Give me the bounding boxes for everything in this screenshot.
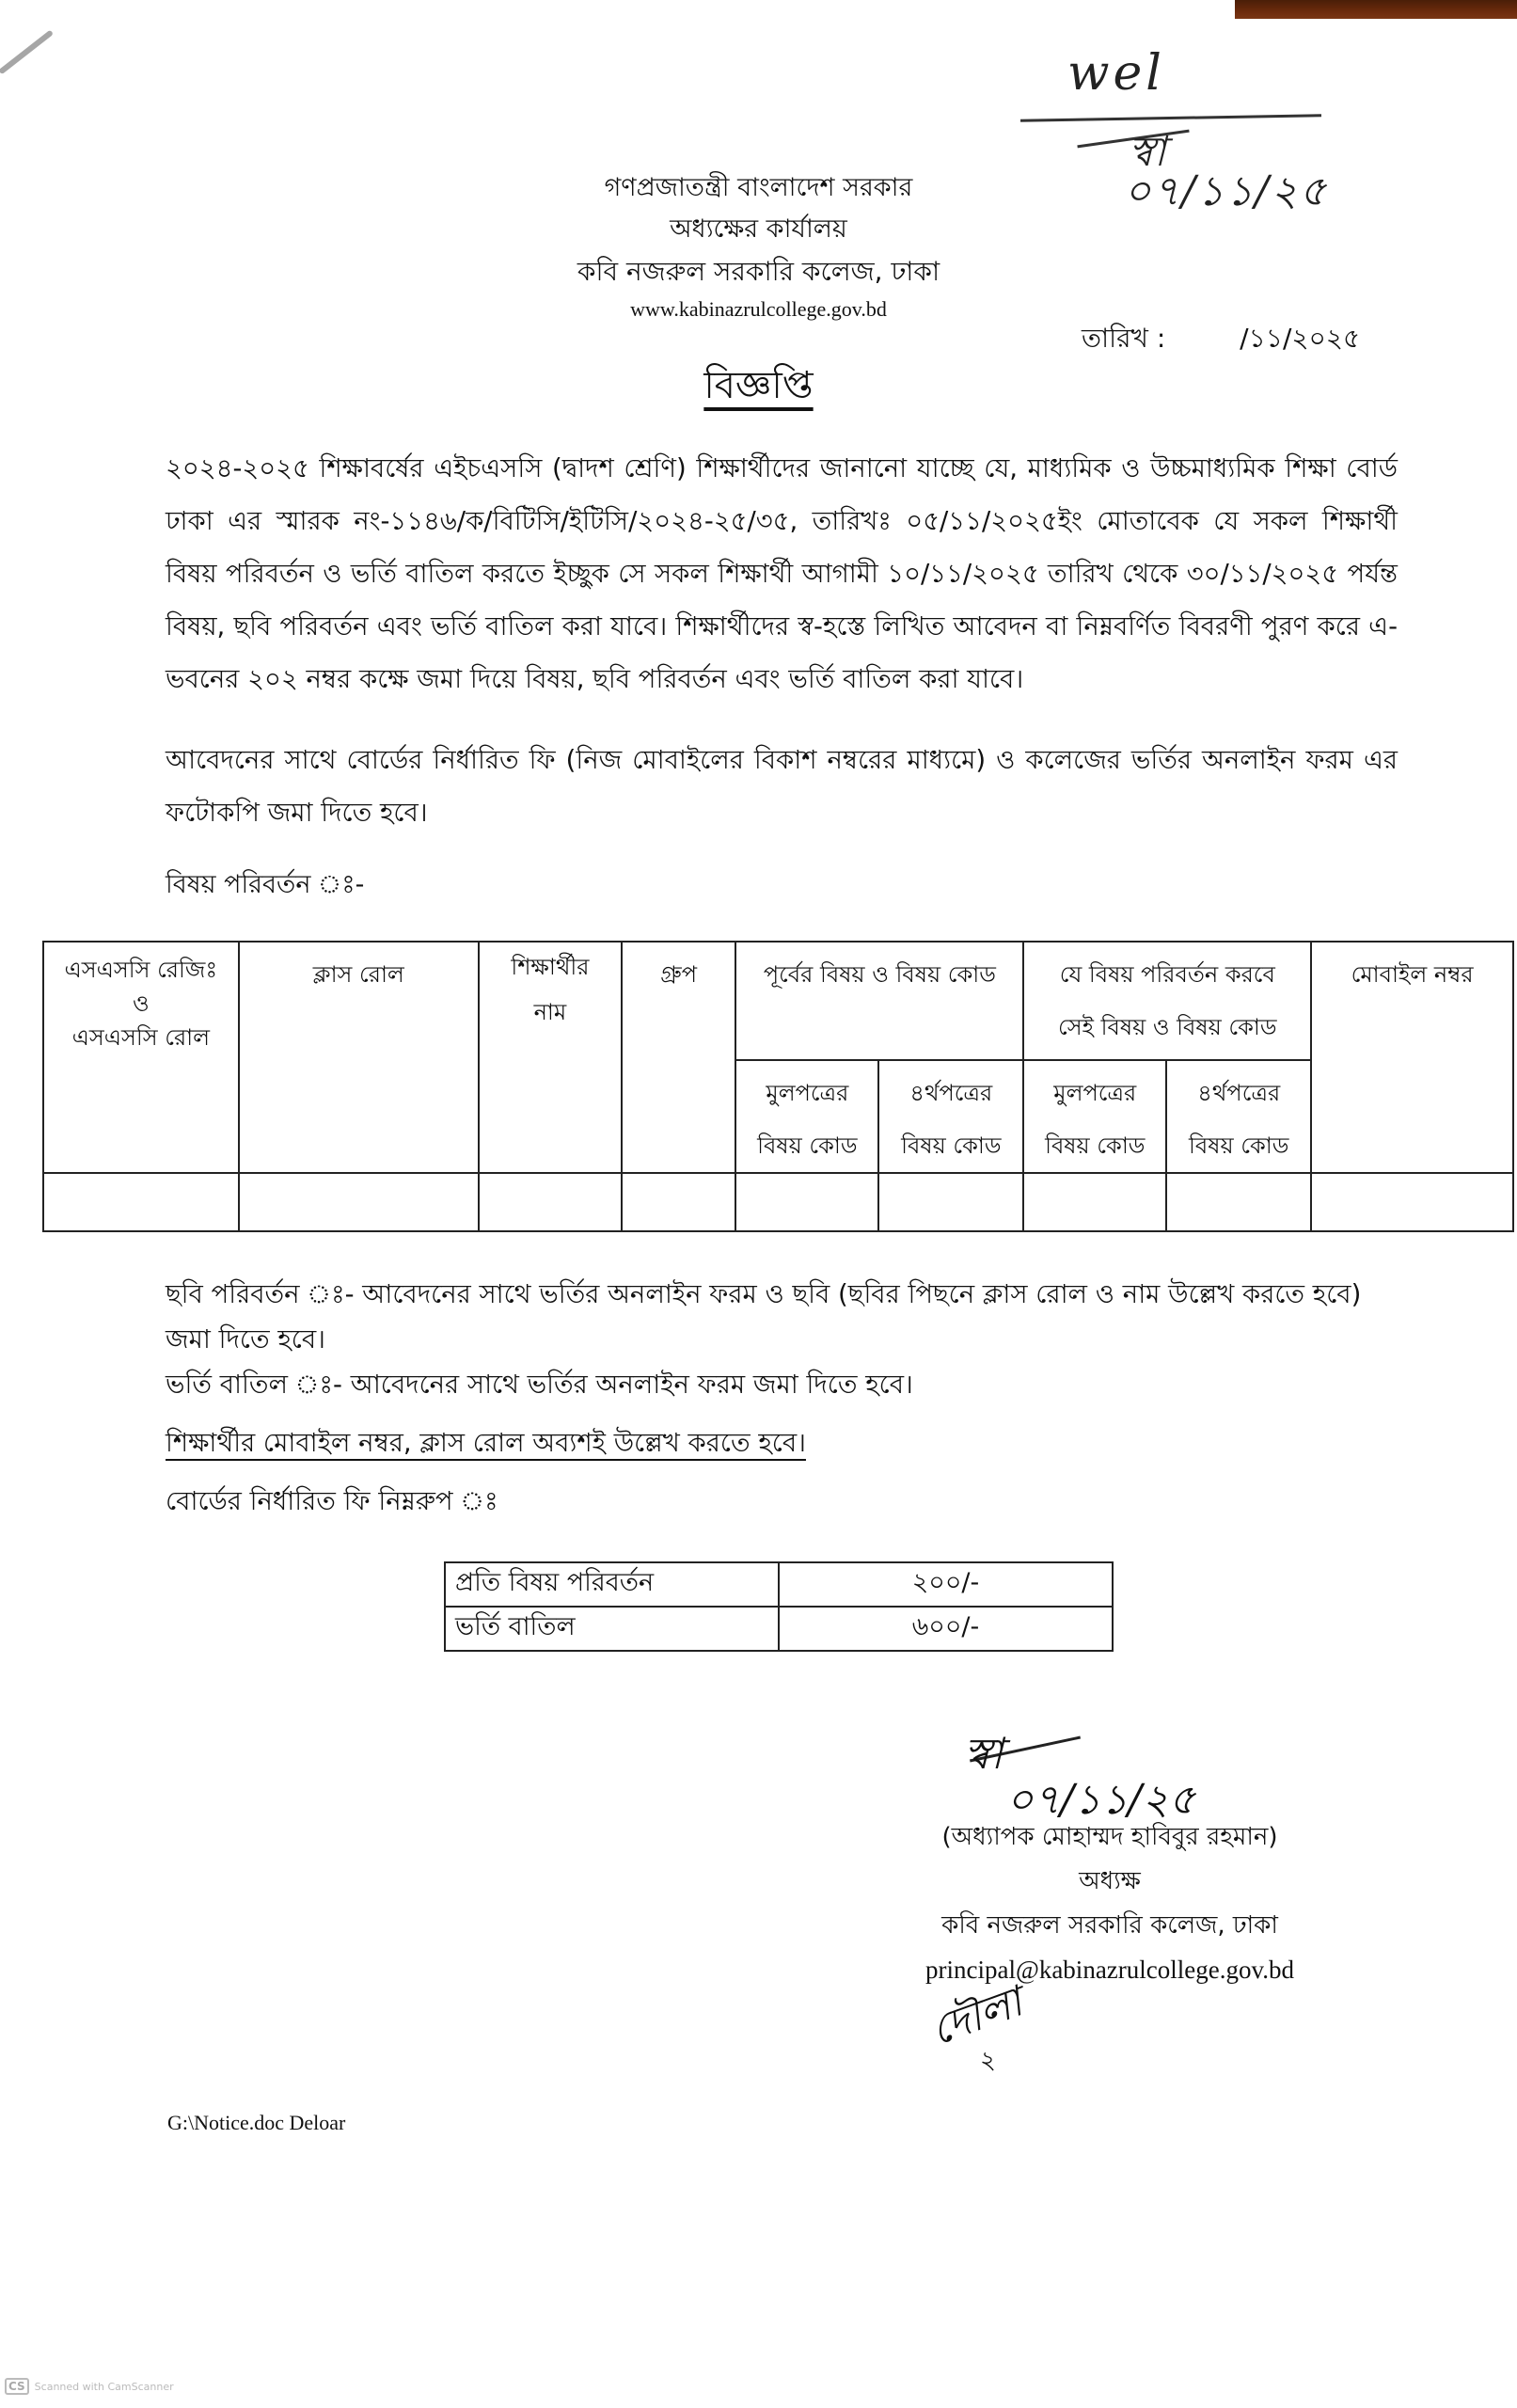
header-text: শিক্ষার্থীর <box>511 954 590 980</box>
header-text: এসএসসি রোল <box>71 1024 210 1051</box>
cell-mobile[interactable] <box>1311 1173 1513 1231</box>
cell-ssc-reg-roll[interactable] <box>43 1173 239 1231</box>
header-mobile: মোবাইল নম্বর <box>1311 942 1513 1173</box>
fee-item: প্রতি বিষয় পরিবর্তন <box>445 1562 779 1607</box>
scan-edge-background <box>1235 0 1517 19</box>
cell-prev-fourth-code[interactable] <box>878 1173 1023 1231</box>
header-text: নাম <box>533 999 567 1025</box>
date-value: /১১/২০২৫ <box>1240 323 1361 354</box>
office-name: অধ্যক্ষের কার্যালয় <box>670 214 847 244</box>
header-group: গ্রুপ <box>622 942 736 1173</box>
header-class-roll: ক্লাস রোল <box>239 942 479 1173</box>
subject-change-label: বিষয় পরিবর্তন ঃ- <box>166 870 365 899</box>
signature-block <box>884 1815 1335 1992</box>
body-paragraph-1: ২০২৪-২০২৫ শিক্ষাবর্ষের এইচএসসি (দ্বাদশ শ্রেণি) শিক্ষার্থীদের জানানো যাচ্ছে যে, মাধ্যমিক ও উচ্চমাধ্যমিক শিক্ষা বোর্ড ঢাকা এর স্মারক নং-১১৪৬/ক/বিটিসি/ইটিসি/২০২৪-২৫/৩৫, তারিখঃ ০৫/১১/২০২৫ইং মোতাবেক যে সকল শিক্ষার্থী বিষয় পরিবর্তন ও ভর্তি বাতিল করতে ইচ্ছুক সে সকল শিক্ষার্থী আগামী ১০/১১/২০২৫ তারিখ থেকে ৩০/১১/২০২৫ পর্যন্ত বিষয়, ছবি পরিবর্তন এবং ভর্তি বাতিল করা যাবে। শিক্ষার্থীদের স্ব-হস্তে লিখিত আবেদন বা নিম্নবর্ণিত বিবরণী পুরণ করে এ-ভবনের ২০২ নম্বর কক্ষে জমা দিয়ে বিষয়, ছবি পরিবর্তন এবং ভর্তি বাতিল করা যাবে। <box>166 453 1398 694</box>
admission-cancel-note: ভর্তি বাতিল ঃ- আবেদনের সাথে ভর্তির অনলাইন ফরম জমা দিতে হবে। <box>166 1370 913 1400</box>
cell-new-fourth-code[interactable] <box>1166 1173 1311 1231</box>
subheader-prev-main <box>735 1060 878 1173</box>
header-ssc-reg-roll <box>43 942 239 1173</box>
subheader-text: বিষয় কোড <box>757 1133 858 1159</box>
subheader-text: বিষয় কোড <box>901 1133 1002 1159</box>
handwritten-mark: ২ <box>980 2047 996 2075</box>
title-text: বিজ্ঞপ্তি <box>703 364 814 407</box>
header-text: ও <box>132 990 150 1017</box>
mandatory-note: শিক্ষার্থীর মোবাইল নম্বর, ক্লাস রোল অব্যশই উল্লেখ করতে হবে। <box>166 1428 806 1458</box>
notice-title <box>0 356 1517 419</box>
fee-row <box>445 1607 1113 1651</box>
subheader-text: ৪র্থপত্রের <box>1197 1080 1281 1106</box>
fee-row <box>445 1562 1113 1607</box>
subheader-new-fourth <box>1166 1060 1311 1173</box>
government-name: গণপ্রজাতন্ত্রী বাংলাদেশ সরকার <box>604 173 913 202</box>
subheader-text: বিষয় কোড <box>1189 1133 1289 1159</box>
header-student-name <box>479 942 622 1173</box>
signatory-email[interactable]: principal@kabinazrulcollege.gov.bd <box>925 1956 1294 1984</box>
scanner-watermark <box>5 2378 174 2395</box>
header-previous-subject: পূর্বের বিষয় ও বিষয় কোড <box>735 942 1023 1060</box>
fee-table <box>444 1561 1114 1652</box>
header-text: সেই বিষয় ও বিষয় কোড <box>1057 1014 1277 1040</box>
subject-change-table <box>42 941 1514 1232</box>
cell-class-roll[interactable] <box>239 1173 479 1231</box>
subheader-prev-fourth <box>878 1060 1023 1173</box>
cell-new-main-code[interactable] <box>1023 1173 1166 1231</box>
table-row <box>43 1173 1513 1231</box>
handwritten-initial-2: দৌলা <box>924 1977 1029 2055</box>
subheader-text: মুলপত্রের <box>1053 1080 1137 1106</box>
fee-amount: ৬০০/- <box>779 1607 1113 1651</box>
subheader-text: ৪র্থপত্রের <box>909 1080 993 1106</box>
signatory-designation: অধ্যক্ষ <box>1079 1867 1141 1895</box>
scanner-text: Scanned with CamScanner <box>34 2380 174 2393</box>
file-path: G:\Notice.doc Deloar <box>167 2111 346 2134</box>
pen-mark <box>0 30 54 75</box>
website-link[interactable]: www.kabinazrulcollege.gov.bd <box>630 297 887 321</box>
fee-item: ভর্তি বাতিল <box>445 1607 779 1651</box>
subheader-new-main <box>1023 1060 1166 1173</box>
signature-date: ০৭/১১/২৫ <box>1006 1776 1196 1824</box>
signatory-name: (অধ্যাপক মোহাম্মদ হাবিবুর রহমান) <box>941 1823 1278 1851</box>
header-text: যে বিষয় পরিবর্তন করবে <box>1059 961 1275 988</box>
photo-change-note: ছবি পরিবর্তন ঃ- আবেদনের সাথে ভর্তির অনলাইন ফরম ও ছবি (ছবির পিছনে ক্লাস রোল ও নাম উল্লেখ করতে হবে) জমা দিতে হবে। <box>166 1279 1362 1354</box>
handwritten-note: wel <box>1067 45 1165 102</box>
cell-student-name[interactable] <box>479 1173 622 1231</box>
college-name: কবি নজরুল সরকারি কলেজ, ঢাকা <box>577 256 940 287</box>
handwritten-underline <box>1020 114 1321 122</box>
table-header-row <box>43 942 1513 1060</box>
handwritten-date: ০৭/১১/২৫ <box>1124 167 1329 215</box>
fee-intro: বোর্ডের নির্ধারিত ফি নিম্নরুপ ঃ <box>166 1486 498 1516</box>
principal-signature: স্বা <box>964 1728 1003 1779</box>
header-text: এসএসসি রেজিঃ <box>64 957 218 983</box>
cell-prev-main-code[interactable] <box>735 1173 878 1231</box>
cell-group[interactable] <box>622 1173 736 1231</box>
body-paragraph-2: আবেদনের সাথে বোর্ডের নির্ধারিত ফি (নিজ মোবাইলের বিকাশ নম্বরের মাধ্যমে) ও কলেজের ভর্তির অনলাইন ফরম এর ফটোকপি জমা দিতে হবে। <box>166 745 1398 828</box>
camscanner-icon: CS <box>5 2378 29 2395</box>
header-new-subject <box>1023 942 1311 1060</box>
handwritten-initial: স্বা <box>1129 128 1166 176</box>
subheader-text: বিষয় কোড <box>1045 1133 1146 1159</box>
letterhead <box>0 167 1517 325</box>
subheader-text: মুলপত্রের <box>766 1080 849 1106</box>
date-label: তারিখ : <box>1082 323 1166 354</box>
fee-amount: ২০০/- <box>779 1562 1113 1607</box>
signatory-college: কবি নজরুল সরকারি কলেজ, ঢাকা <box>941 1911 1278 1940</box>
